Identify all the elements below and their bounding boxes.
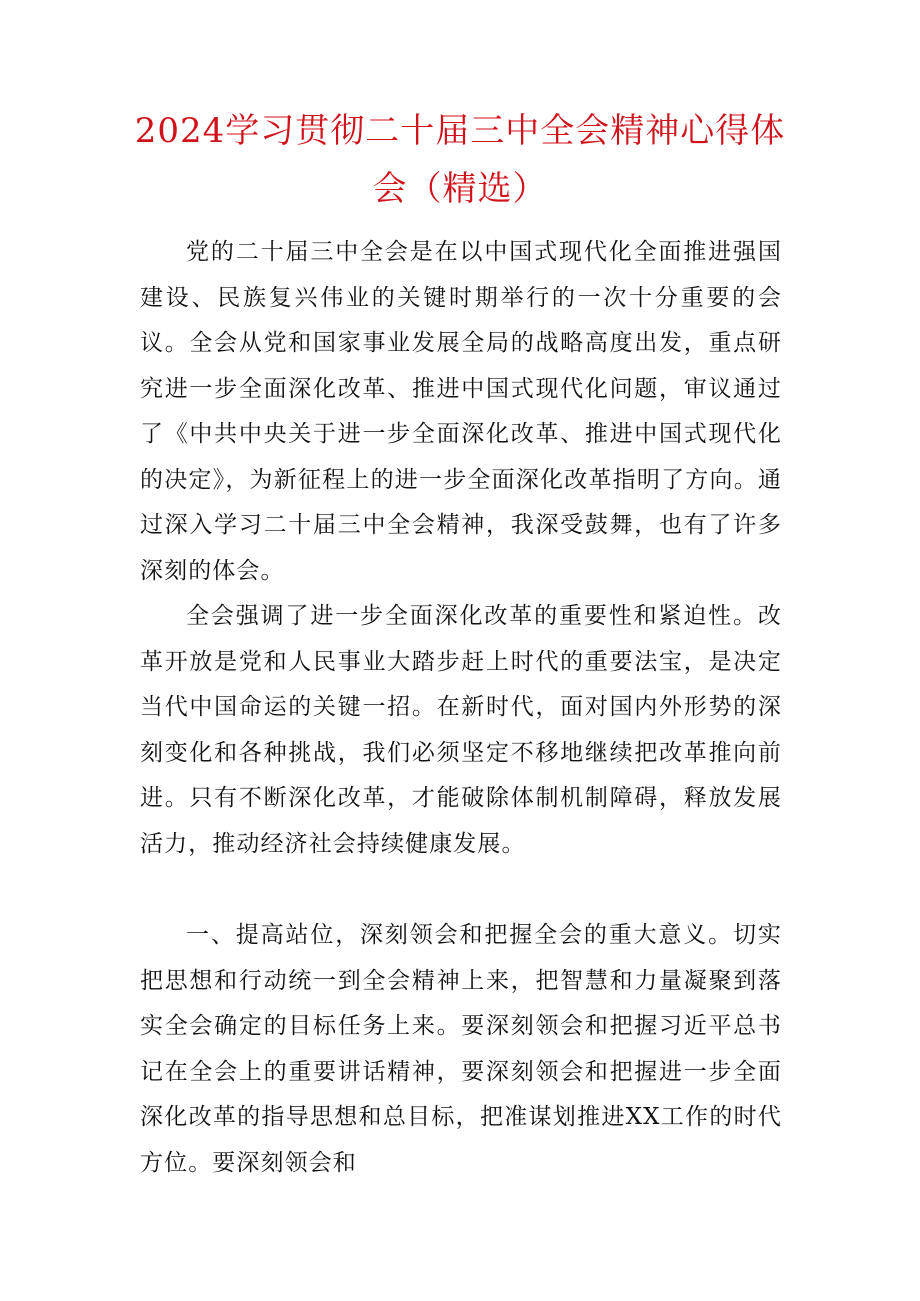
paragraph-section-one: 一、提高站位，深刻领会和把握全会的重大意义。切实把思想和行动统一到全会精神上来，把智慧和力量凝聚到落实全会确定的目标任务上来。要深刻领会和把握习近平总书记在全会上的重要讲话精神，要深刻领会和把握进一步全面深化改革的指导思想和总目标，把准谋划推进XX工作的时代方位。要深刻领会和 (140, 922, 782, 1176)
paragraph-intro: 党的二十届三中全会是在以中国式现代化全面推进强国建设、民族复兴伟业的关键时期举行的一次十分重要的会议。全会从党和国家事业发展全局的战略高度出发，重点研究进一步全面深化改革、推进中国式现代化问题，审议通过了《中共中央关于进一步全面深化改革、推进中国式现代化的决定》，为新征程上的进一步全面深化改革指明了方向。通过深入学习二十届三中全会精神，我深受鼓舞，也有了许多深刻的体会。 (140, 239, 782, 584)
document-title: 2024学习贯彻二十届三中全会精神心得体会（精选） (134, 111, 786, 209)
paragraph-reform-importance: 全会强调了进一步全面深化改革的重要性和紧迫性。改革开放是党和人民事业大踏步赶上时代的重要法宝，是决定当代中国命运的关键一招。在新时代，面对国内外形势的深刻变化和各种挑战，我们必须坚定不移地继续把改革推向前进。只有不断深化改革，才能破除体制机制障碍，释放发展活力，推动经济社会持续健康发展。 (140, 603, 782, 857)
